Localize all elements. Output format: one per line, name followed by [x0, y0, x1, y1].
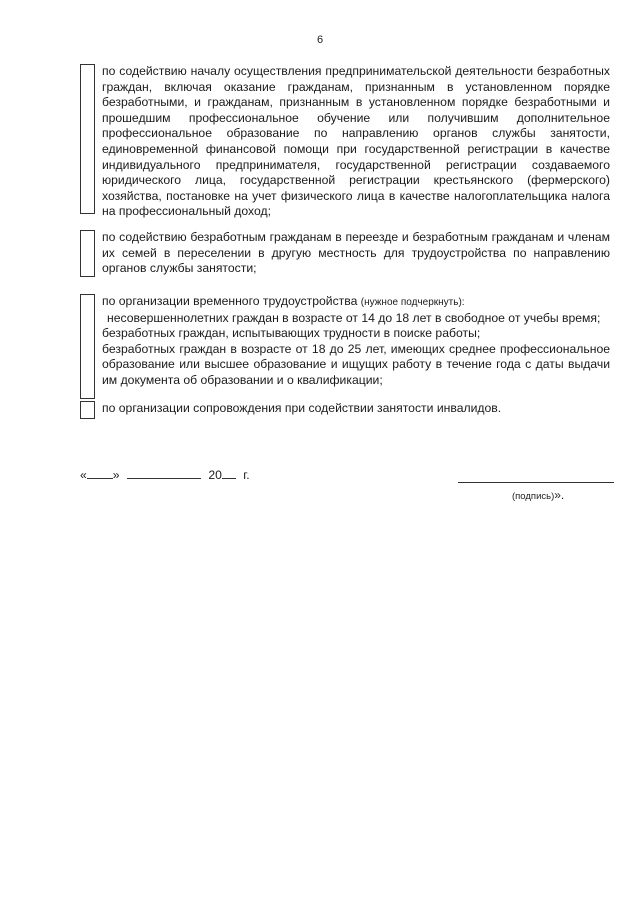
checkbox-temporary-employment[interactable]	[80, 294, 95, 399]
signature-caption	[512, 488, 564, 502]
option-business-support	[80, 64, 610, 220]
checkbox-business-support[interactable]	[80, 64, 95, 214]
temporary-employment-item-difficulty: безработных граждан, испытывающих трудности в поиске работы;	[102, 326, 481, 341]
signature-caption-end: ».	[554, 488, 565, 502]
checkbox-relocation[interactable]	[80, 230, 95, 277]
signature-line[interactable]	[458, 482, 614, 483]
option-temporary-employment-intro: по организации временного трудоустройства (нужное подчеркнуть):	[102, 294, 465, 308]
checkbox-disabled-support[interactable]	[80, 401, 95, 419]
date-close-quote: »	[112, 468, 120, 482]
year-suffix: г.	[243, 468, 250, 482]
option-disabled-support-text: по организации сопровождения при содействии занятости инвалидов.	[102, 401, 502, 415]
option-temporary-employment-note: (нужное подчеркнуть):	[360, 297, 465, 308]
option-disabled-support	[80, 401, 610, 417]
signature-caption-text: (подпись)	[512, 491, 555, 502]
option-relocation	[80, 230, 610, 277]
option-relocation-text: по содействию безработным гражданам в переезде и безработным гражданам и членам их семей в переселении в другую местность для трудоустройства по направлению органов службы занятости;	[102, 230, 610, 276]
month-blank[interactable]	[127, 467, 201, 479]
temporary-employment-item-minors: несовершеннолетних граждан в возрасте от 14 до 18 лет в свободное от учебы время;	[107, 310, 601, 325]
option-temporary-employment	[80, 294, 610, 389]
date-field	[80, 467, 250, 482]
day-blank[interactable]	[87, 467, 113, 479]
year-prefix: 20	[208, 468, 222, 482]
date-open-quote: «	[80, 468, 87, 482]
page-number: 6	[316, 34, 324, 46]
temporary-employment-item-graduates: безработных граждан в возрасте от 18 до 25 лет, имеющих среднее профессиональное образование или высшее образование и ищущих работу в течение года с даты выдачи им документа об образовании и о квалификации;	[102, 341, 610, 387]
year-blank[interactable]	[222, 467, 236, 479]
option-business-support-text: по содействию началу осуществления предпринимательской деятельности безработных граждан, включая оказание гражданам, признанным в установленном порядке безработными, и гражданам, признанным в установленном порядке безработными и прошедшим профессиональное обучение или получившим дополнительное профессиональное образование по направлению органов службы занятости, единовременной финансовой помощи при государственной регистрации в качестве индивидуального предпринимателя, государственной регистрации создаваемого юридического лица, государственной регистрации крестьянского (фермерского) хозяйства, постановке на учет физического лица в качестве налогоплательщика налога на профессиональный доход;	[102, 64, 610, 219]
